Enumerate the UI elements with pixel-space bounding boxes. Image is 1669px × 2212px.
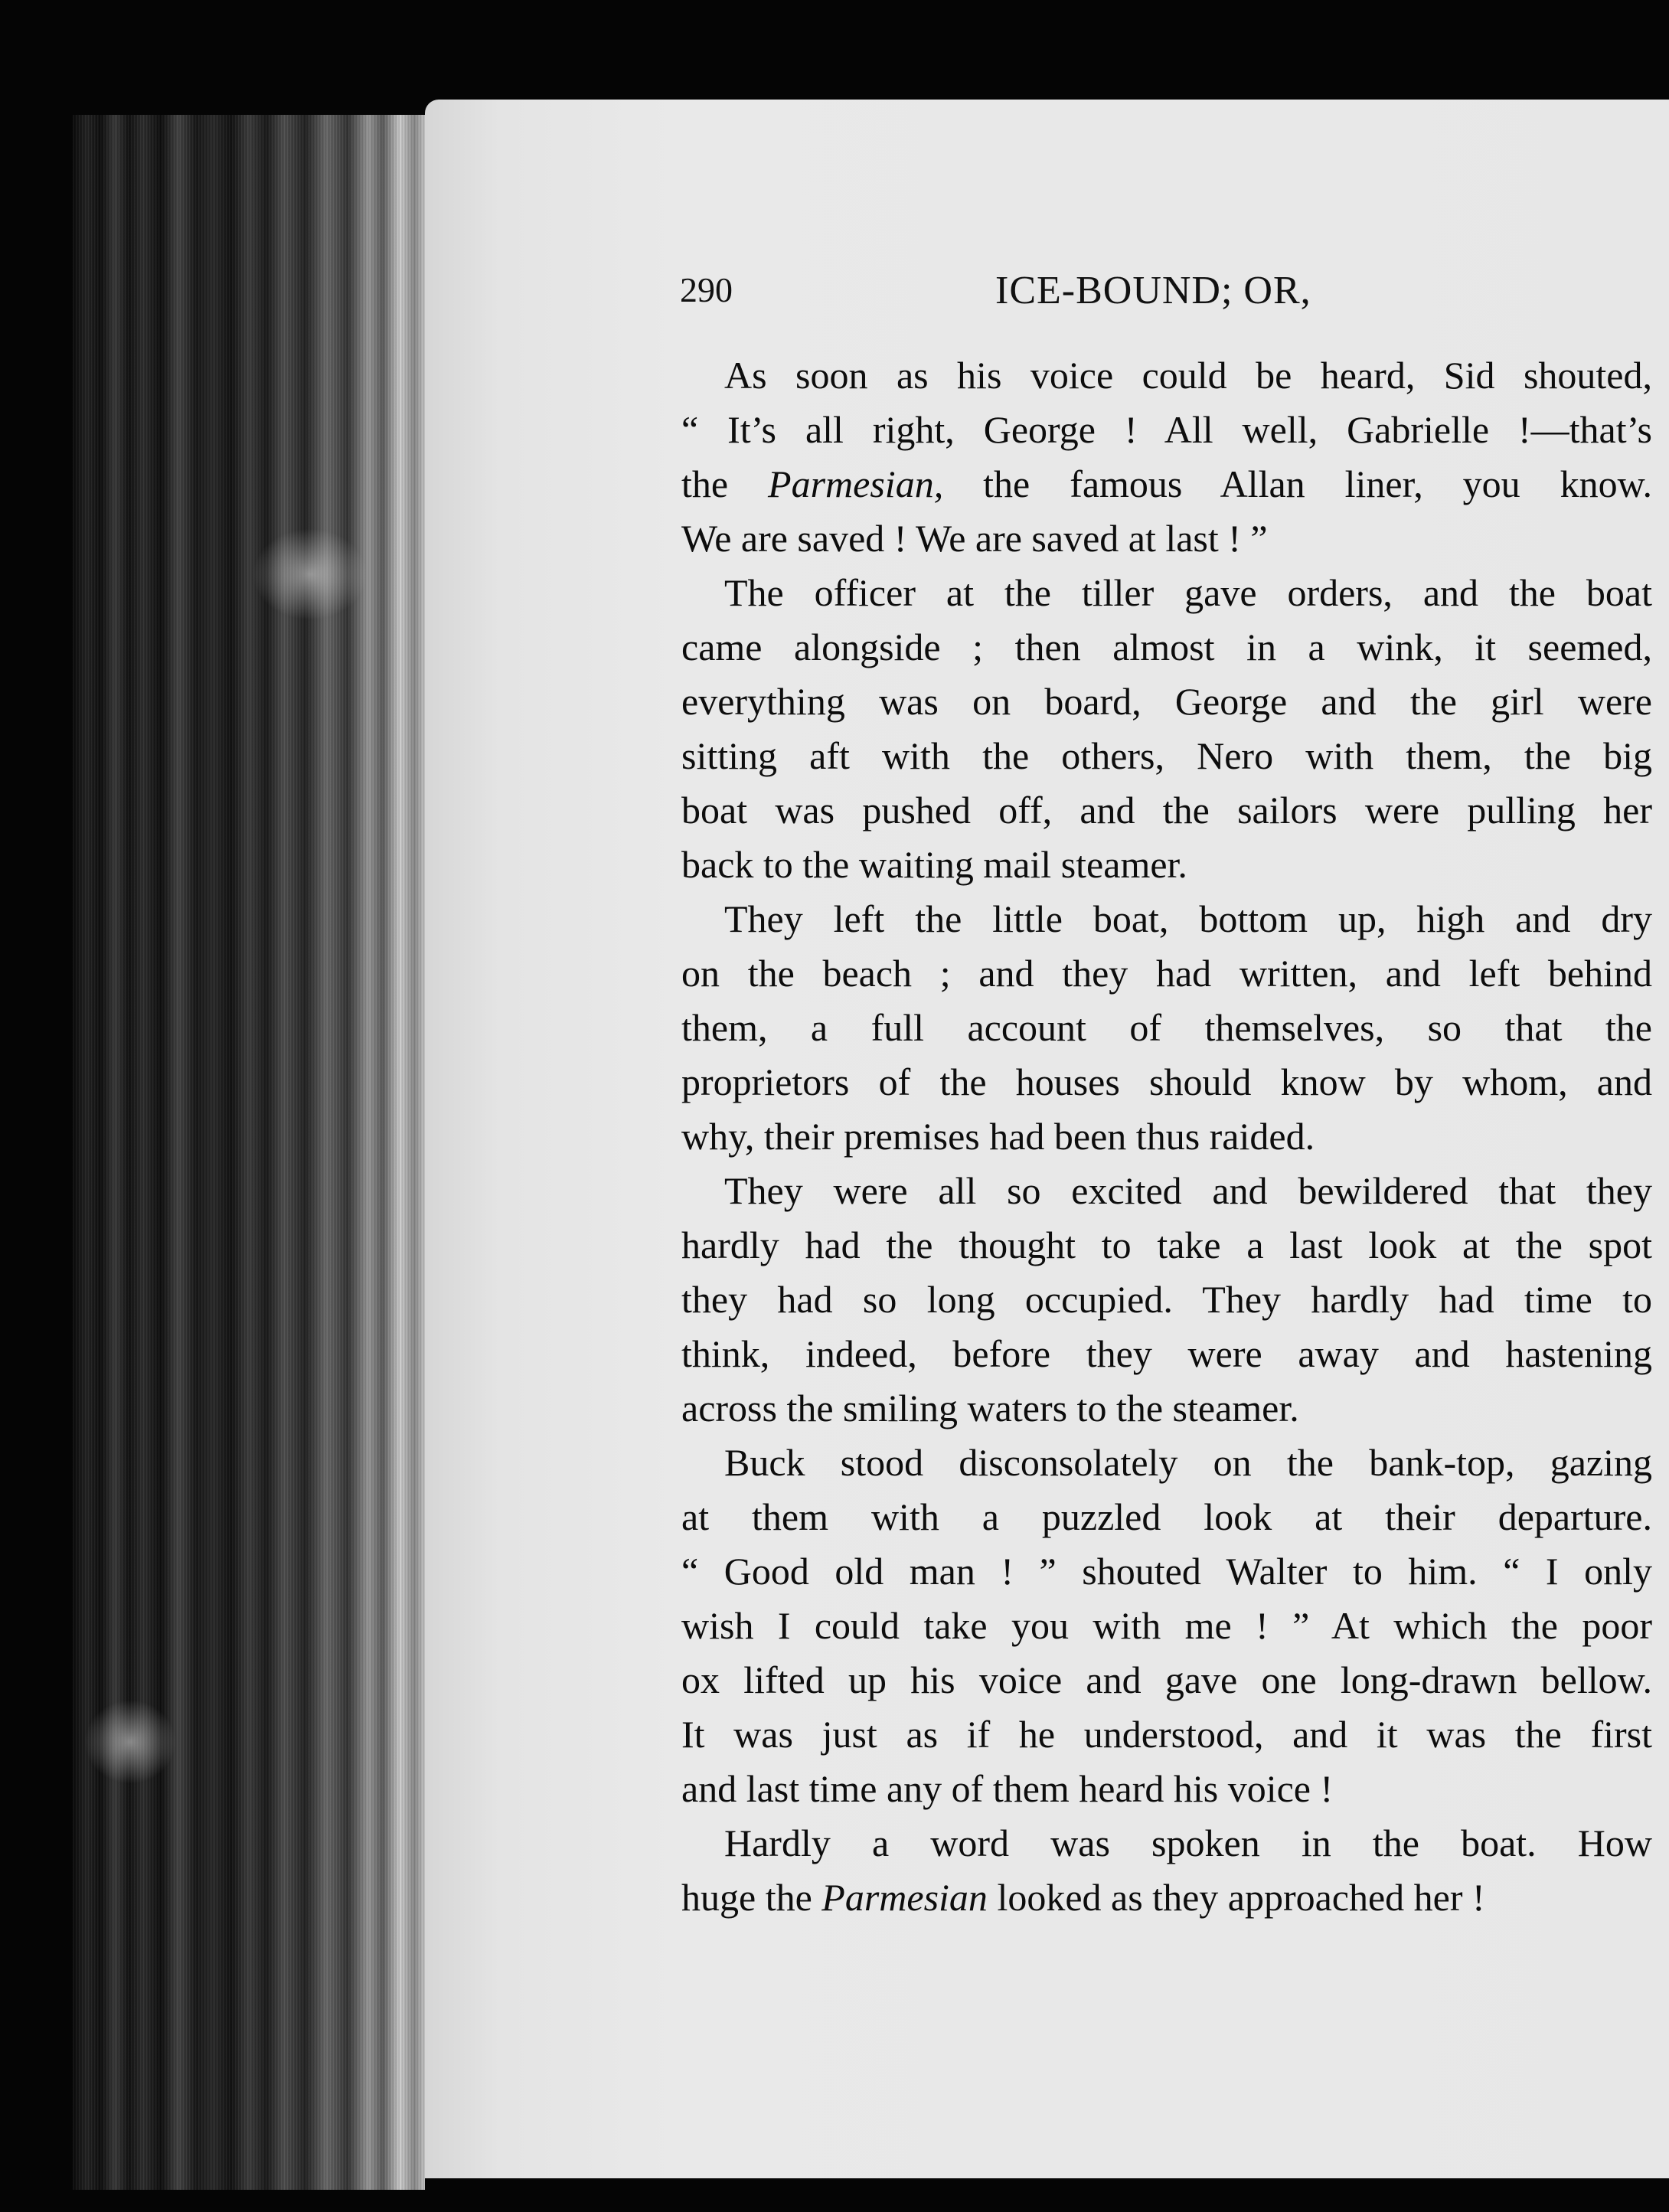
- text-line: the Parmesian, the famous Allan liner, you know.: [681, 462, 1652, 505]
- text-line: “ Good old man ! ” shouted Walter to him. “ I only: [681, 1550, 1652, 1593]
- text-line: Hardly a word was spoken in the boat. How: [724, 1822, 1652, 1864]
- paragraph: [681, 1816, 1652, 1925]
- italic-ship-name: Parmesian: [821, 1876, 988, 1919]
- text-line: sitting aft with the others, Nero with them, the big: [681, 734, 1652, 777]
- paragraph: [681, 892, 1652, 1164]
- text-line: everything was on board, George and the girl were: [681, 680, 1652, 723]
- text-line: think, indeed, before they were away and hastening: [681, 1332, 1652, 1375]
- paragraph: [681, 348, 1652, 566]
- text-line: back to the waiting mail steamer.: [681, 843, 1187, 886]
- italic-ship-name: Parmesian,: [768, 462, 944, 505]
- text-line: “ It’s all right, George ! All well, Gabrielle !—that’s: [681, 408, 1652, 451]
- book-page-edges: [73, 115, 425, 2190]
- text-line: ox lifted up his voice and gave one long-drawn bellow.: [681, 1658, 1652, 1701]
- printed-page: [425, 100, 1669, 2178]
- text-line: They were all so excited and bewildered that they: [724, 1169, 1652, 1212]
- text-line: wish I could take you with me ! ” At which the poor: [681, 1604, 1652, 1647]
- text-line: It was just as if he understood, and it was the first: [681, 1713, 1652, 1756]
- text-line: at them with a puzzled look at their departure.: [681, 1495, 1652, 1538]
- text-line: Buck stood disconsolately on the bank-top, gazing: [724, 1441, 1652, 1484]
- running-title: ICE-BOUND; OR,: [995, 269, 1311, 312]
- page-number: 290: [680, 270, 733, 309]
- paragraph: [681, 566, 1652, 892]
- text-line: on the beach ; and they had written, and left behind: [681, 952, 1652, 995]
- text-line: they had so long occupied. They hardly had time to: [681, 1278, 1652, 1321]
- light-glare-lower: [84, 1700, 176, 1784]
- text-line: As soon as his voice could be heard, Sid shouted,: [724, 354, 1652, 397]
- text-line: why, their premises had been thus raided.: [681, 1115, 1315, 1158]
- text-line: hardly had the thought to take a last look at the spot: [681, 1224, 1652, 1266]
- paragraph: [681, 1164, 1652, 1436]
- text-line: The officer at the tiller gave orders, and the boat: [724, 571, 1652, 614]
- paragraph: [681, 1436, 1652, 1816]
- body-text: [681, 348, 1652, 1925]
- text-line: huge the Parmesian looked as they approached her !: [681, 1876, 1485, 1919]
- text-line: them, a full account of themselves, so that the: [681, 1006, 1652, 1049]
- text-line: boat was pushed off, and the sailors were pulling her: [681, 789, 1652, 832]
- text-line: and last time any of them heard his voice !: [681, 1767, 1334, 1810]
- text-line: proprietors of the houses should know by whom, and: [681, 1060, 1652, 1103]
- text-line: across the smiling waters to the steamer.: [681, 1387, 1299, 1429]
- text-line: They left the little boat, bottom up, high and dry: [724, 897, 1652, 940]
- light-glare: [253, 528, 367, 620]
- text-line: We are saved ! We are saved at last ! ”: [681, 517, 1268, 560]
- text-line: came alongside ; then almost in a wink, it seemed,: [681, 626, 1652, 668]
